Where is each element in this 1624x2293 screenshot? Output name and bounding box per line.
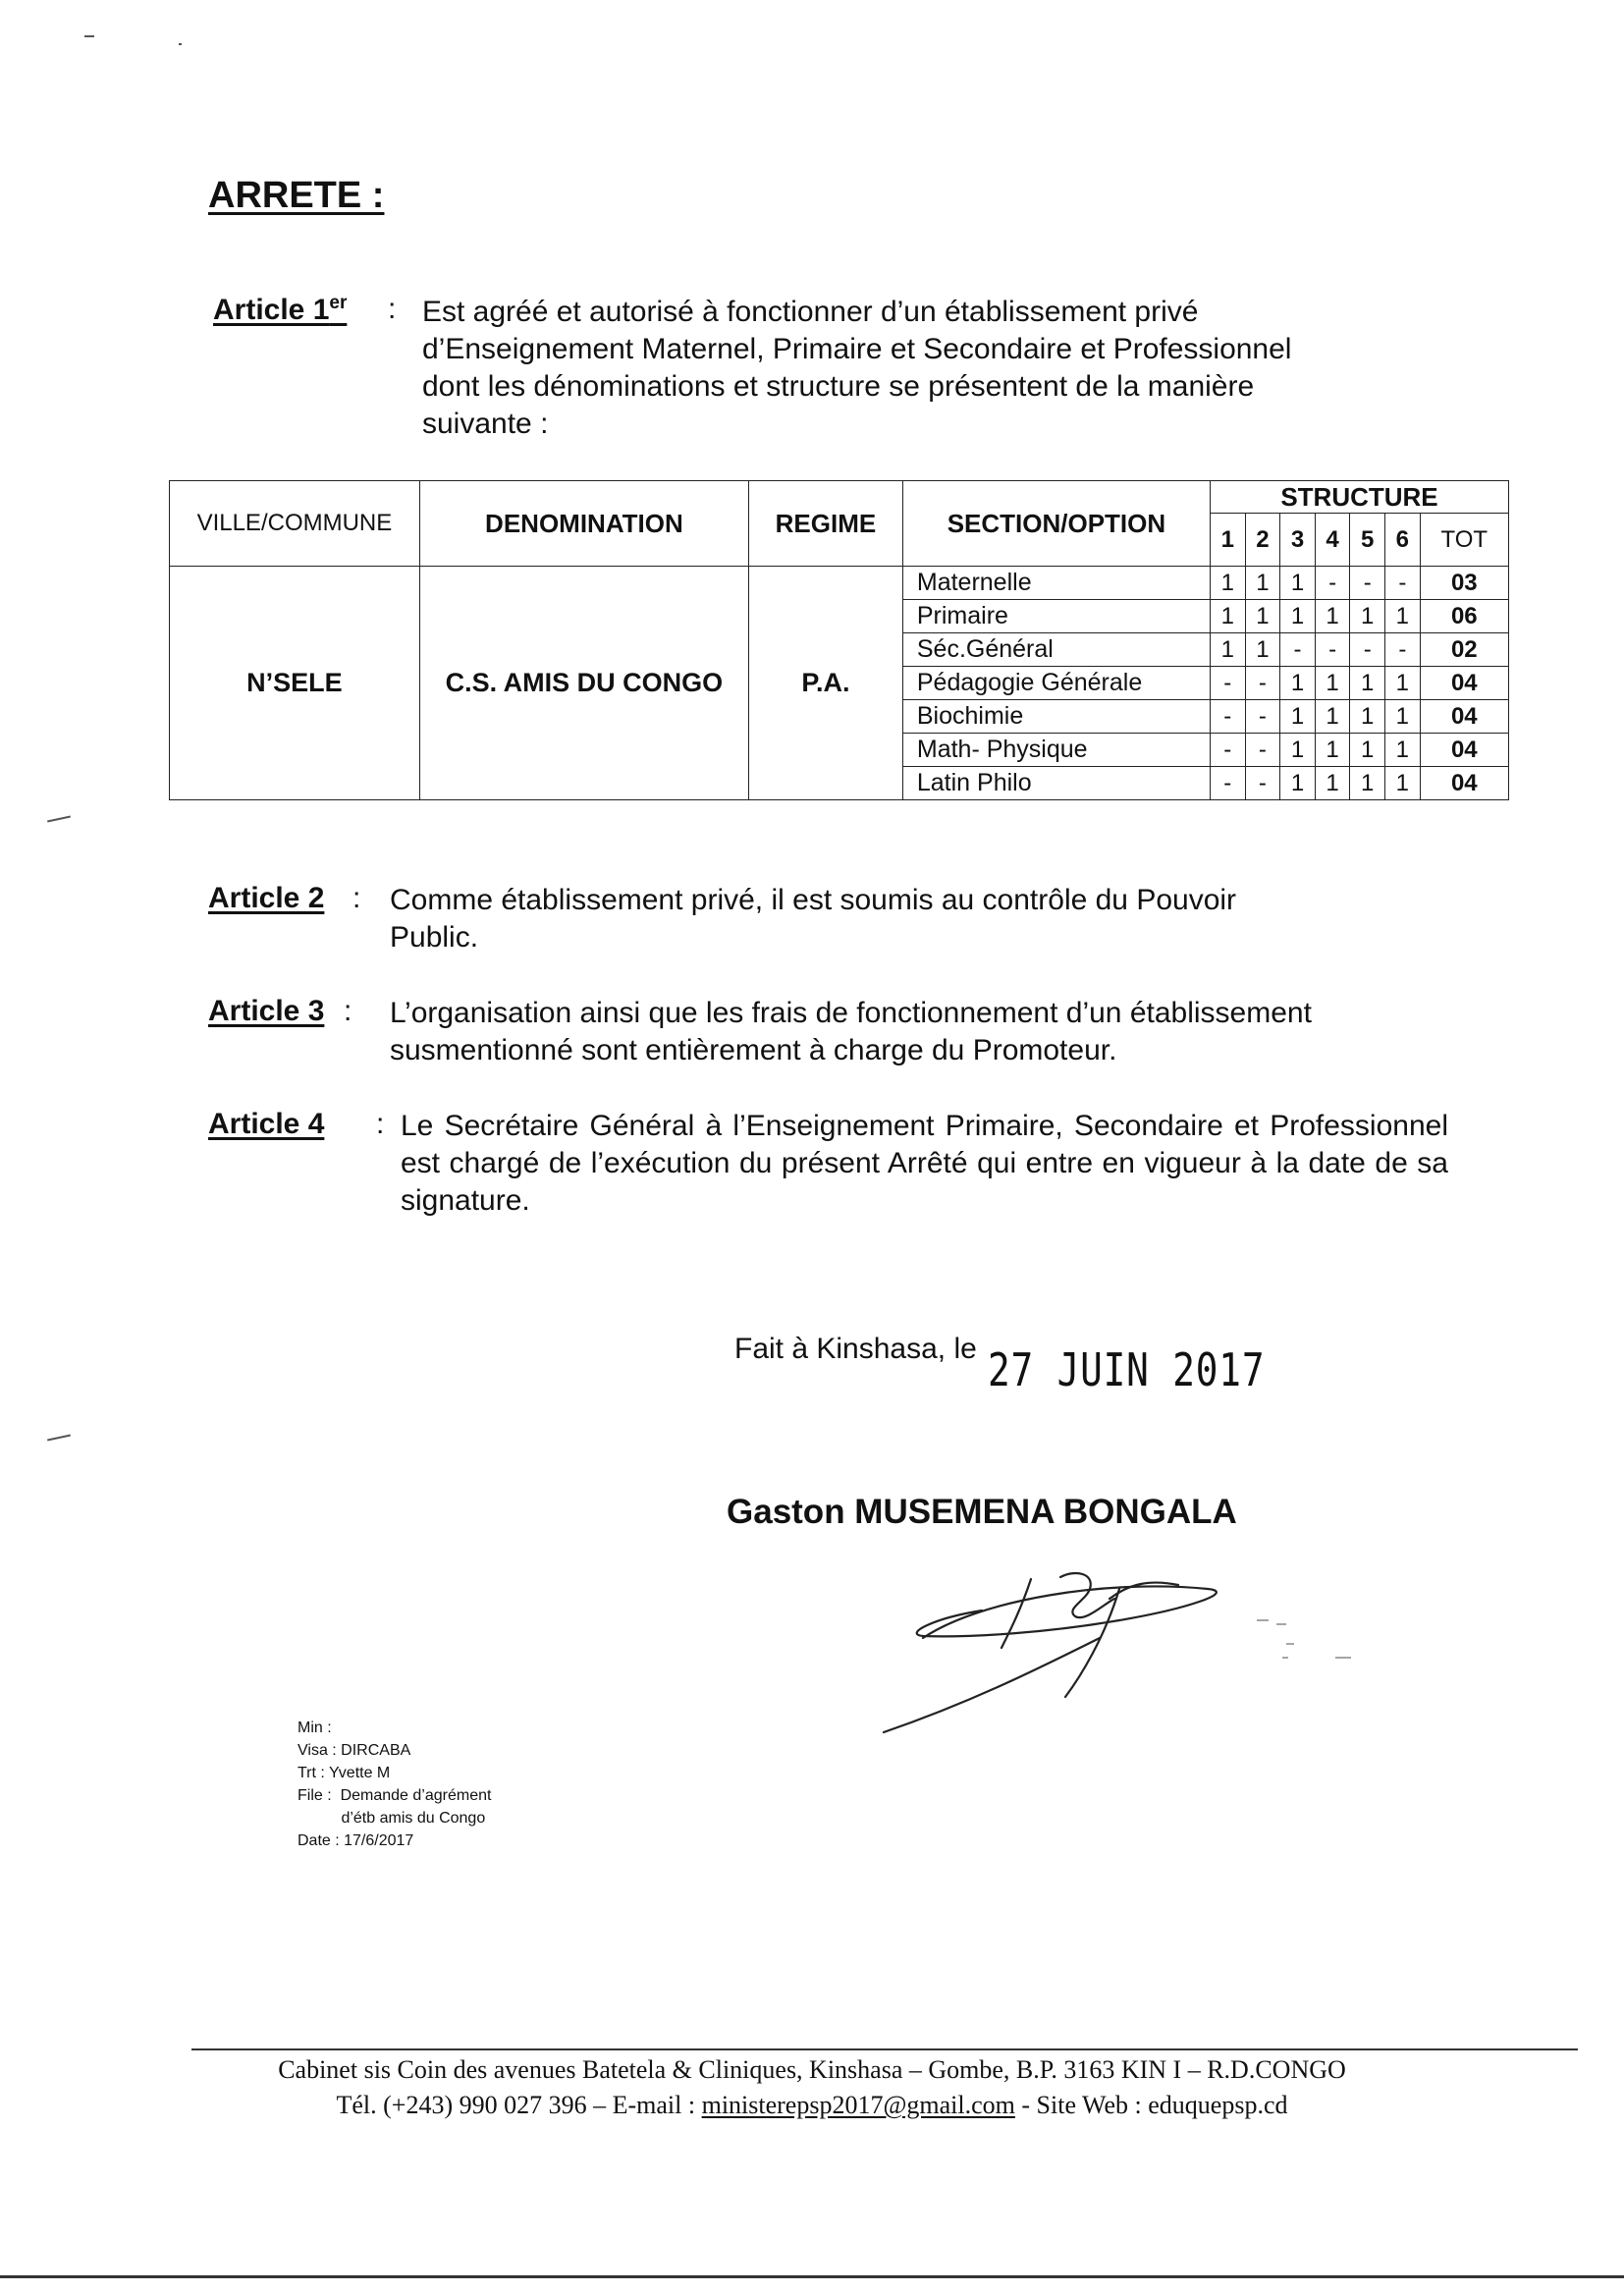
article-1-text — [422, 294, 1291, 443]
structure-cell: 1 — [1280, 767, 1316, 800]
structure-cell: 1 — [1280, 600, 1316, 633]
structure-cell: - — [1385, 567, 1421, 600]
structure-cell: 1 — [1350, 667, 1385, 700]
article-4-colon: : — [376, 1108, 385, 1140]
structure-cell: - — [1245, 734, 1280, 767]
signer-name: Gaston MUSEMENA BONGALA — [727, 1493, 1237, 1531]
col-year-3-header: 3 — [1280, 514, 1316, 567]
article-3-colon: : — [344, 995, 352, 1027]
structure-cell: 1 — [1350, 767, 1385, 800]
structure-cell: 1 — [1315, 767, 1350, 800]
article-3-line: L’organisation ainsi que les frais de fonctionnement d’un établissement — [390, 997, 1312, 1029]
col-section-header: SECTION/OPTION — [902, 481, 1210, 567]
article-2-line: Public. — [390, 921, 479, 954]
structure-table — [169, 480, 1509, 800]
total-cell: 03 — [1420, 567, 1508, 600]
denomination-cell: C.S. AMIS DU CONGO — [419, 567, 748, 800]
col-year-2-header: 2 — [1245, 514, 1280, 567]
structure-cell: 1 — [1280, 734, 1316, 767]
total-cell: 04 — [1420, 667, 1508, 700]
col-year-4-header: 4 — [1315, 514, 1350, 567]
structure-cell: 1 — [1350, 600, 1385, 633]
structure-cell: - — [1210, 700, 1245, 734]
col-year-5-header: 5 — [1350, 514, 1385, 567]
note-line: d’étb amis du Congo — [298, 1810, 486, 1827]
structure-cell: - — [1210, 767, 1245, 800]
structure-cell: 1 — [1280, 567, 1316, 600]
article-3-label: Article 3 — [208, 995, 325, 1027]
col-tot-header: TOT — [1420, 514, 1508, 567]
structure-cell: - — [1210, 667, 1245, 700]
option-cell: Séc.Général — [902, 633, 1210, 667]
structure-cell: 1 — [1385, 600, 1421, 633]
article-1-line: suivante : — [422, 408, 549, 440]
article-1-colon: : — [388, 293, 397, 325]
structure-cell: 1 — [1280, 700, 1316, 734]
total-cell: 04 — [1420, 700, 1508, 734]
structure-cell: 1 — [1245, 600, 1280, 633]
structure-cell: - — [1210, 734, 1245, 767]
structure-cell: 1 — [1245, 567, 1280, 600]
option-cell: Latin Philo — [902, 767, 1210, 800]
scan-speck — [47, 1435, 71, 1442]
structure-cell: - — [1245, 667, 1280, 700]
article-1-label-sup: er — [329, 293, 348, 313]
option-cell: Primaire — [902, 600, 1210, 633]
article-3-text — [390, 995, 1312, 1069]
footer-divider — [191, 2048, 1578, 2050]
footer-address: Cabinet sis Coin des avenues Batetela & Cliniques, Kinshasa – Gombe, B.P. 3163 KIN I – R.D.CONGO — [278, 2055, 1346, 2084]
structure-cell: - — [1350, 567, 1385, 600]
note-line: Min : — [298, 1720, 332, 1736]
scan-speck — [47, 816, 71, 823]
scan-speck — [84, 35, 94, 37]
footer-contact — [0, 2091, 1624, 2120]
article-2-colon: : — [352, 882, 361, 914]
structure-cell: 1 — [1385, 667, 1421, 700]
option-cell: Biochimie — [902, 700, 1210, 734]
structure-cell: 1 — [1315, 734, 1350, 767]
table-header-row — [170, 481, 1509, 514]
article-3-line: susmentionné sont entièrement à charge du Promoteur. — [390, 1034, 1117, 1066]
article-2-label: Article 2 — [208, 882, 325, 914]
structure-cell: - — [1315, 633, 1350, 667]
structure-cell: - — [1385, 633, 1421, 667]
structure-cell: - — [1245, 700, 1280, 734]
col-year-6-header: 6 — [1385, 514, 1421, 567]
article-1-line: d’Enseignement Maternel, Primaire et Secondaire et Professionnel — [422, 333, 1292, 365]
option-cell: Math- Physique — [902, 734, 1210, 767]
article-4-label: Article 4 — [208, 1108, 325, 1140]
total-cell: 04 — [1420, 734, 1508, 767]
ville-cell: N’SELE — [170, 567, 420, 800]
article-2-line: Comme établissement privé, il est soumis au contrôle du Pouvoir — [390, 884, 1237, 916]
structure-cell: 1 — [1245, 633, 1280, 667]
article-1-line: Est agréé et autorisé à fonctionner d’un établissement privé — [422, 296, 1199, 328]
structure-cell: 1 — [1385, 700, 1421, 734]
structure-cell: 1 — [1210, 600, 1245, 633]
structure-cell: 1 — [1315, 600, 1350, 633]
structure-cell: 1 — [1210, 567, 1245, 600]
total-cell: 02 — [1420, 633, 1508, 667]
col-denomination-header: DENOMINATION — [419, 481, 748, 567]
article-1-label — [213, 293, 347, 327]
footer-site: - Site Web : eduquepsp.cd — [1014, 2091, 1288, 2119]
page-bottom-rule — [0, 2275, 1624, 2278]
structure-cell: 1 — [1315, 700, 1350, 734]
col-regime-header: REGIME — [749, 481, 903, 567]
structure-cell: 1 — [1385, 767, 1421, 800]
structure-cell: - — [1315, 567, 1350, 600]
admin-notes — [298, 1717, 491, 1852]
col-year-1-header: 1 — [1210, 514, 1245, 567]
structure-cell: 1 — [1385, 734, 1421, 767]
article-1-label-text: Article 1 — [213, 294, 330, 326]
note-line: Date : 17/6/2017 — [298, 1832, 414, 1849]
structure-cell: 1 — [1210, 633, 1245, 667]
structure-cell: 1 — [1280, 667, 1316, 700]
document-heading: ARRETE : — [208, 175, 385, 216]
article-4-text: Le Secrétaire Général à l’Enseignement Primaire, Secondaire et Professionnel est chargé de l’exécution du présent Arrêté qui entre en vigueur à la date de sa signature. — [401, 1110, 1448, 1217]
col-ville-header: VILLE/COMMUNE — [170, 481, 420, 567]
date-stamp: 27 JUIN 2017 — [988, 1343, 1266, 1396]
table-row — [170, 567, 1509, 600]
structure-cell: 1 — [1315, 667, 1350, 700]
note-line: File : Demande d’agrément — [298, 1787, 492, 1804]
structure-cell: - — [1245, 767, 1280, 800]
handwritten-signature — [864, 1559, 1414, 1746]
regime-cell: P.A. — [749, 567, 903, 800]
note-line: Visa : DIRCABA — [298, 1742, 411, 1759]
footer-email-link[interactable]: ministerepsp2017@gmail.com — [701, 2091, 1015, 2119]
total-cell: 04 — [1420, 767, 1508, 800]
structure-cell: 1 — [1350, 734, 1385, 767]
structure-cell: 1 — [1350, 700, 1385, 734]
total-cell: 06 — [1420, 600, 1508, 633]
footer-tel: Tél. (+243) 990 027 396 – E-mail : — [336, 2091, 702, 2119]
scan-speck — [179, 43, 182, 45]
option-cell: Maternelle — [902, 567, 1210, 600]
structure-cell: - — [1350, 633, 1385, 667]
option-cell: Pédagogie Générale — [902, 667, 1210, 700]
structure-cell: - — [1280, 633, 1316, 667]
article-2-text — [390, 882, 1236, 956]
article-1-line: dont les dénominations et structure se présentent de la manière — [422, 370, 1255, 403]
note-line: Trt : Yvette M — [298, 1765, 391, 1781]
col-structure-header: STRUCTURE — [1210, 481, 1508, 514]
place-date-text: Fait à Kinshasa, le — [734, 1333, 977, 1365]
